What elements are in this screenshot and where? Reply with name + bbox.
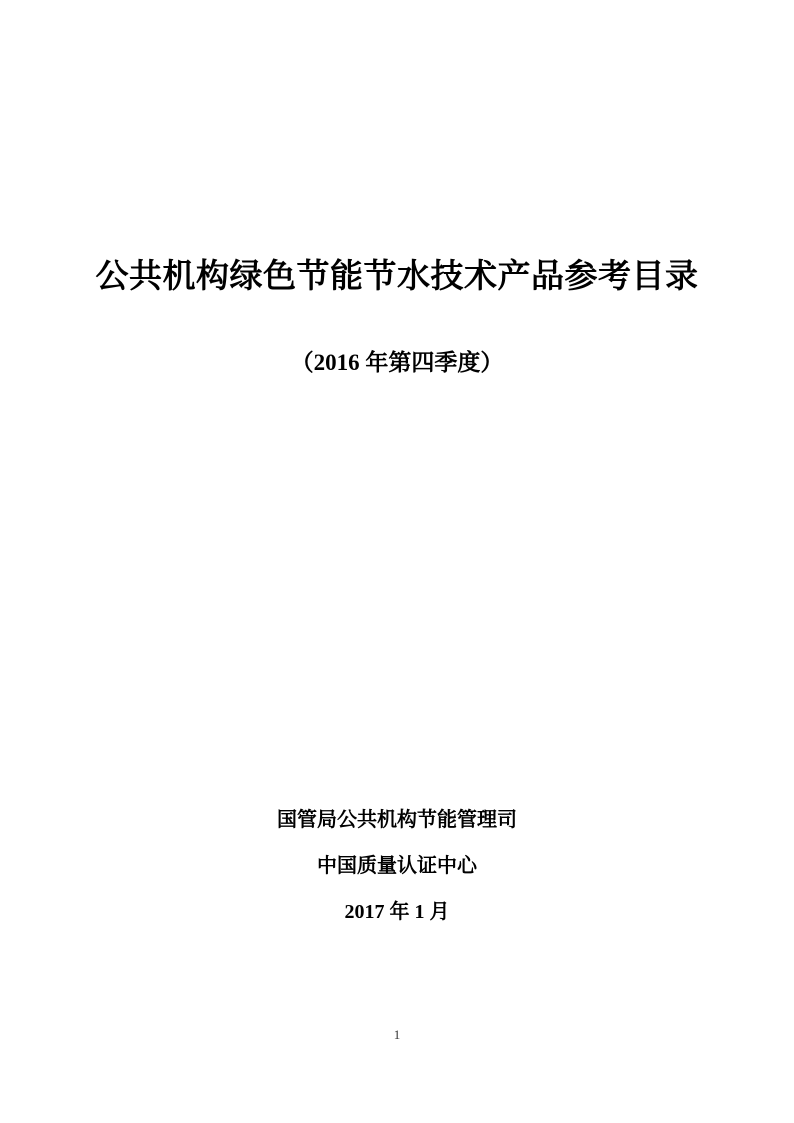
document-subtitle: （2016 年第四季度） bbox=[290, 350, 504, 375]
document-title: 公共机构绿色节能节水技术产品参考目录 bbox=[95, 259, 699, 295]
page-number: 1 bbox=[393, 1027, 401, 1042]
footer-block bbox=[0, 808, 794, 924]
org-line-2: 中国质量认证中心 bbox=[317, 855, 477, 877]
date-line: 2017 年 1 月 bbox=[344, 901, 450, 923]
org-line-1: 国管局公共机构节能管理司 bbox=[277, 809, 517, 831]
